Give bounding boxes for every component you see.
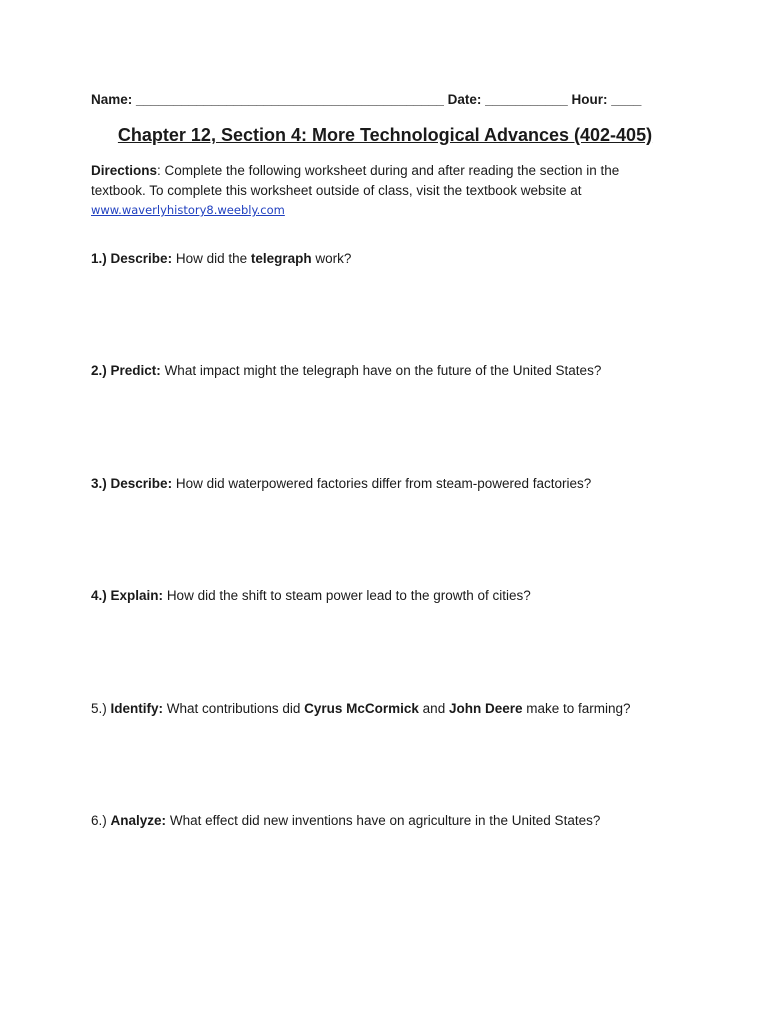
question-verb: Identify: xyxy=(110,701,164,716)
question-text-end: make to farming? xyxy=(522,701,631,716)
question-2 xyxy=(91,363,711,378)
student-info-line xyxy=(91,92,691,107)
question-term-mccormick: Cyrus McCormick xyxy=(304,701,419,716)
question-number: 5.) xyxy=(91,701,107,716)
worksheet-title: Chapter 12, Section 4: More Technological Advances (402-405) xyxy=(117,125,653,145)
textbook-website-link[interactable]: www.waverlyhistory8.weebly.com xyxy=(91,203,285,217)
question-4 xyxy=(91,588,711,603)
directions-label: Directions xyxy=(91,163,158,178)
question-text: How did waterpowered factories differ from steam-powered factories? xyxy=(175,476,592,491)
question-text-mid: and xyxy=(418,701,449,716)
question-text: What effect did new inventions have on agriculture in the United States? xyxy=(169,813,601,828)
question-verb: Predict: xyxy=(110,363,161,378)
date-label: Date: xyxy=(447,92,482,107)
hour-label: Hour: xyxy=(571,92,608,107)
directions-paragraph xyxy=(91,161,671,221)
question-term: telegraph xyxy=(250,251,312,266)
question-text: What contributions did xyxy=(166,701,305,716)
question-term-deere: John Deere xyxy=(448,701,523,716)
question-1 xyxy=(91,251,711,266)
date-field[interactable]: ___________ xyxy=(485,92,568,107)
question-5 xyxy=(91,701,711,716)
question-text-end: work? xyxy=(311,251,352,266)
question-verb: Describe: xyxy=(110,476,173,491)
name-field[interactable]: _________________________________________ xyxy=(136,92,444,107)
question-3 xyxy=(91,476,711,491)
question-text: What impact might the telegraph have on the future of the United States? xyxy=(164,363,602,378)
question-number: 3.) xyxy=(91,476,107,491)
directions-text: : Complete the following worksheet during and after reading the section in the textbook. To complete this worksheet outside of class, visit the textbook website at xyxy=(91,163,620,198)
hour-field[interactable]: ____ xyxy=(611,92,642,107)
question-verb: Analyze: xyxy=(110,813,167,828)
question-6 xyxy=(91,813,711,828)
question-text: How did the shift to steam power lead to the growth of cities? xyxy=(166,588,531,603)
question-number: 1.) xyxy=(91,251,107,266)
name-label: Name: xyxy=(91,92,133,107)
question-verb: Describe: xyxy=(110,251,173,266)
question-verb: Explain: xyxy=(110,588,164,603)
question-number: 2.) xyxy=(91,363,107,378)
question-number: 6.) xyxy=(91,813,107,828)
question-number: 4.) xyxy=(91,588,107,603)
question-text: How did the xyxy=(175,251,251,266)
